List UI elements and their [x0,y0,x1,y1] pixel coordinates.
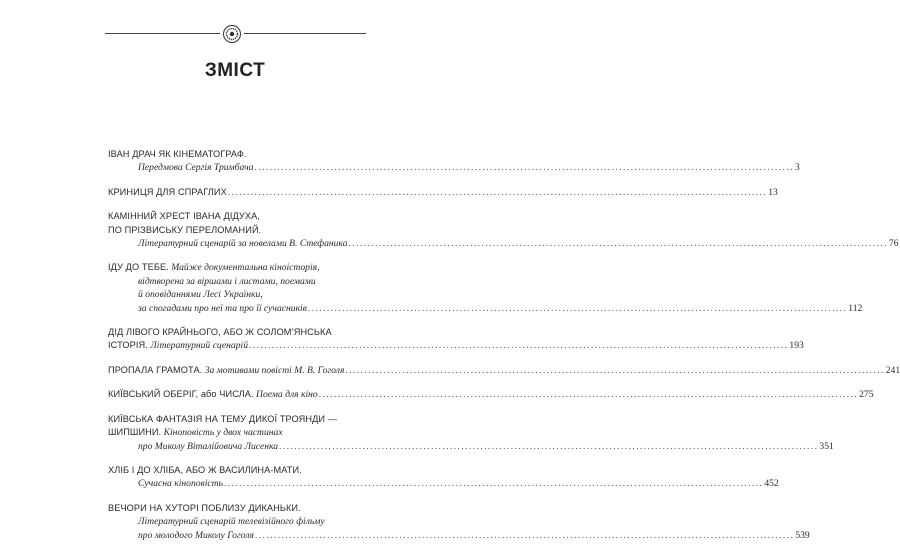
toc-line-text [108,413,337,426]
page-number: 275 [859,389,874,401]
toc-title: КАМІННИЙ ХРЕСТ ІВАНА ДІДУХА, [108,211,260,222]
header-rule-left [105,33,220,34]
toc-subtitle: Поема для кіно [253,389,318,401]
toc-entry [108,364,900,377]
toc-entry [108,464,779,491]
toc-subtitle: й оповіданнями Лесі Українки, [138,289,263,301]
toc-line [108,529,810,542]
toc-title: ІСТОРІЯ. [108,340,148,351]
toc-title: ШИПШИНИ. [108,427,162,438]
toc-title: КРИНИЦЯ ДЛЯ СПРАГЛИХ [108,186,227,197]
toc-line [108,288,384,301]
page-number: 241 [885,364,900,376]
toc-entry [108,210,899,250]
toc-title: ПО ПРІЗВИСЬКУ ПЕРЕЛОМАНИЙ. [108,224,262,235]
toc-line-text [108,464,302,477]
toc-subtitle: За мотивами повісті М. В. Гоголя [202,364,345,376]
toc-entry [108,388,874,401]
page-number: 452 [764,478,779,490]
toc-subtitle: Кіноповість у двох частинах [161,427,283,439]
toc-title: ДІД ЛІВОГО КРАЙНЬОГО, АБО Ж СОЛОМ’ЯНСЬКА [108,327,332,338]
toc-entry [108,261,863,315]
toc-line [108,326,384,339]
toc-entry [108,413,834,453]
toc-title: ПРОПАЛА ГРАМОТА. [108,364,203,375]
toc-subtitle: Майже документальна кіноісторія, [168,262,320,274]
toc-line-text [108,224,261,237]
toc-line [108,302,863,315]
toc-line-text [138,302,307,315]
dot-leader [255,161,794,174]
toc-subtitle: відтворена за віршами і листами, поемами [138,275,316,287]
toc-line [108,186,778,199]
toc-line [108,464,384,477]
toc-line-text [108,261,319,274]
dot-leader [255,529,794,542]
page-number: 13 [768,186,778,198]
toc-subtitle: Літературний сценарій [147,340,248,352]
dot-leader [319,388,858,401]
toc-line [108,388,874,401]
toc-line [108,148,384,161]
toc-line [108,502,384,515]
toc-line [108,440,834,453]
toc-line-text [108,326,332,339]
page-number: 3 [794,162,800,174]
toc-line [108,224,384,237]
toc-title: ІВАН ДРАЧ ЯК КІНЕМАТОГРАФ. [108,149,247,159]
toc-subtitle: за спогадами про неї та про її сучасників [138,302,307,314]
toc-line-text [138,275,316,288]
toc-line-text [108,426,283,439]
toc-line [108,426,384,439]
toc-subtitle: Літературний сценарій за новелами В. Стефаника [138,238,348,250]
toc-line [108,210,384,223]
toc-line [108,364,900,377]
toc-line-text [108,502,301,515]
page-number: 539 [795,529,810,541]
toc-line [108,275,384,288]
toc-line-text [138,288,263,301]
toc-line-text [138,515,325,528]
toc-line [108,515,384,528]
toc-subtitle: про молодого Миколу Гоголя [138,529,254,541]
page-title: ЗМІСТ [204,60,266,81]
toc-line-text [138,161,254,174]
toc-line-text [108,148,247,161]
flower-ornament-icon [222,24,242,44]
toc-line-text [108,210,260,223]
toc-line [108,161,800,174]
toc-line-text [138,237,348,250]
toc-title: КИЇВСЬКИЙ ОБЕРІГ, або ЧИСЛА. [108,389,254,400]
toc-line [108,339,804,352]
toc-subtitle: Передмова Сергія Тримбача [138,162,254,174]
toc-entry [108,326,804,353]
dot-leader [345,364,884,377]
toc-line-text [138,529,254,542]
toc-entry [108,502,810,542]
toc-entry [108,186,778,199]
toc-subtitle: про Миколу Віталійовича Лисенка [138,440,279,452]
toc-line [108,261,384,274]
toc-title: КИЇВСЬКА ФАНТАЗІЯ НА ТЕМУ ДИКОЇ ТРОЯНДИ — [108,413,338,424]
page-number: 112 [848,302,863,314]
header-rule-right [244,33,366,34]
toc-line [108,237,899,250]
toc-title: ВЕЧОРИ НА ХУТОРІ ПОБЛИЗУ ДИКАНЬКИ. [108,502,301,513]
toc-line [108,413,384,426]
dot-leader [228,186,767,199]
dot-leader [224,477,763,490]
page-number: 193 [789,340,804,352]
toc-line [108,477,779,490]
dot-leader [308,302,847,315]
toc-title: ХЛІБ І ДО ХЛІБА, АБО Ж ВАСИЛИНА-МАТИ. [108,464,302,475]
toc-line-text [108,364,344,377]
dot-leader [349,237,888,250]
page-number: 351 [819,440,834,452]
toc-entry [108,148,800,175]
toc-subtitle: Літературний сценарій телевізійного фільму [138,516,325,528]
dot-leader [249,339,788,352]
toc-line-text [108,388,318,401]
toc-subtitle: Сучасна кіноповість [138,478,223,490]
dot-leader [279,440,818,453]
table-of-contents [108,148,900,553]
toc-line-text [108,186,227,199]
toc-line-text [138,477,223,490]
page-number: 76 [888,238,899,250]
toc-line-text [108,339,248,352]
toc-title: ІДУ ДО ТЕБЕ. [108,262,169,273]
toc-line-text [138,440,278,453]
